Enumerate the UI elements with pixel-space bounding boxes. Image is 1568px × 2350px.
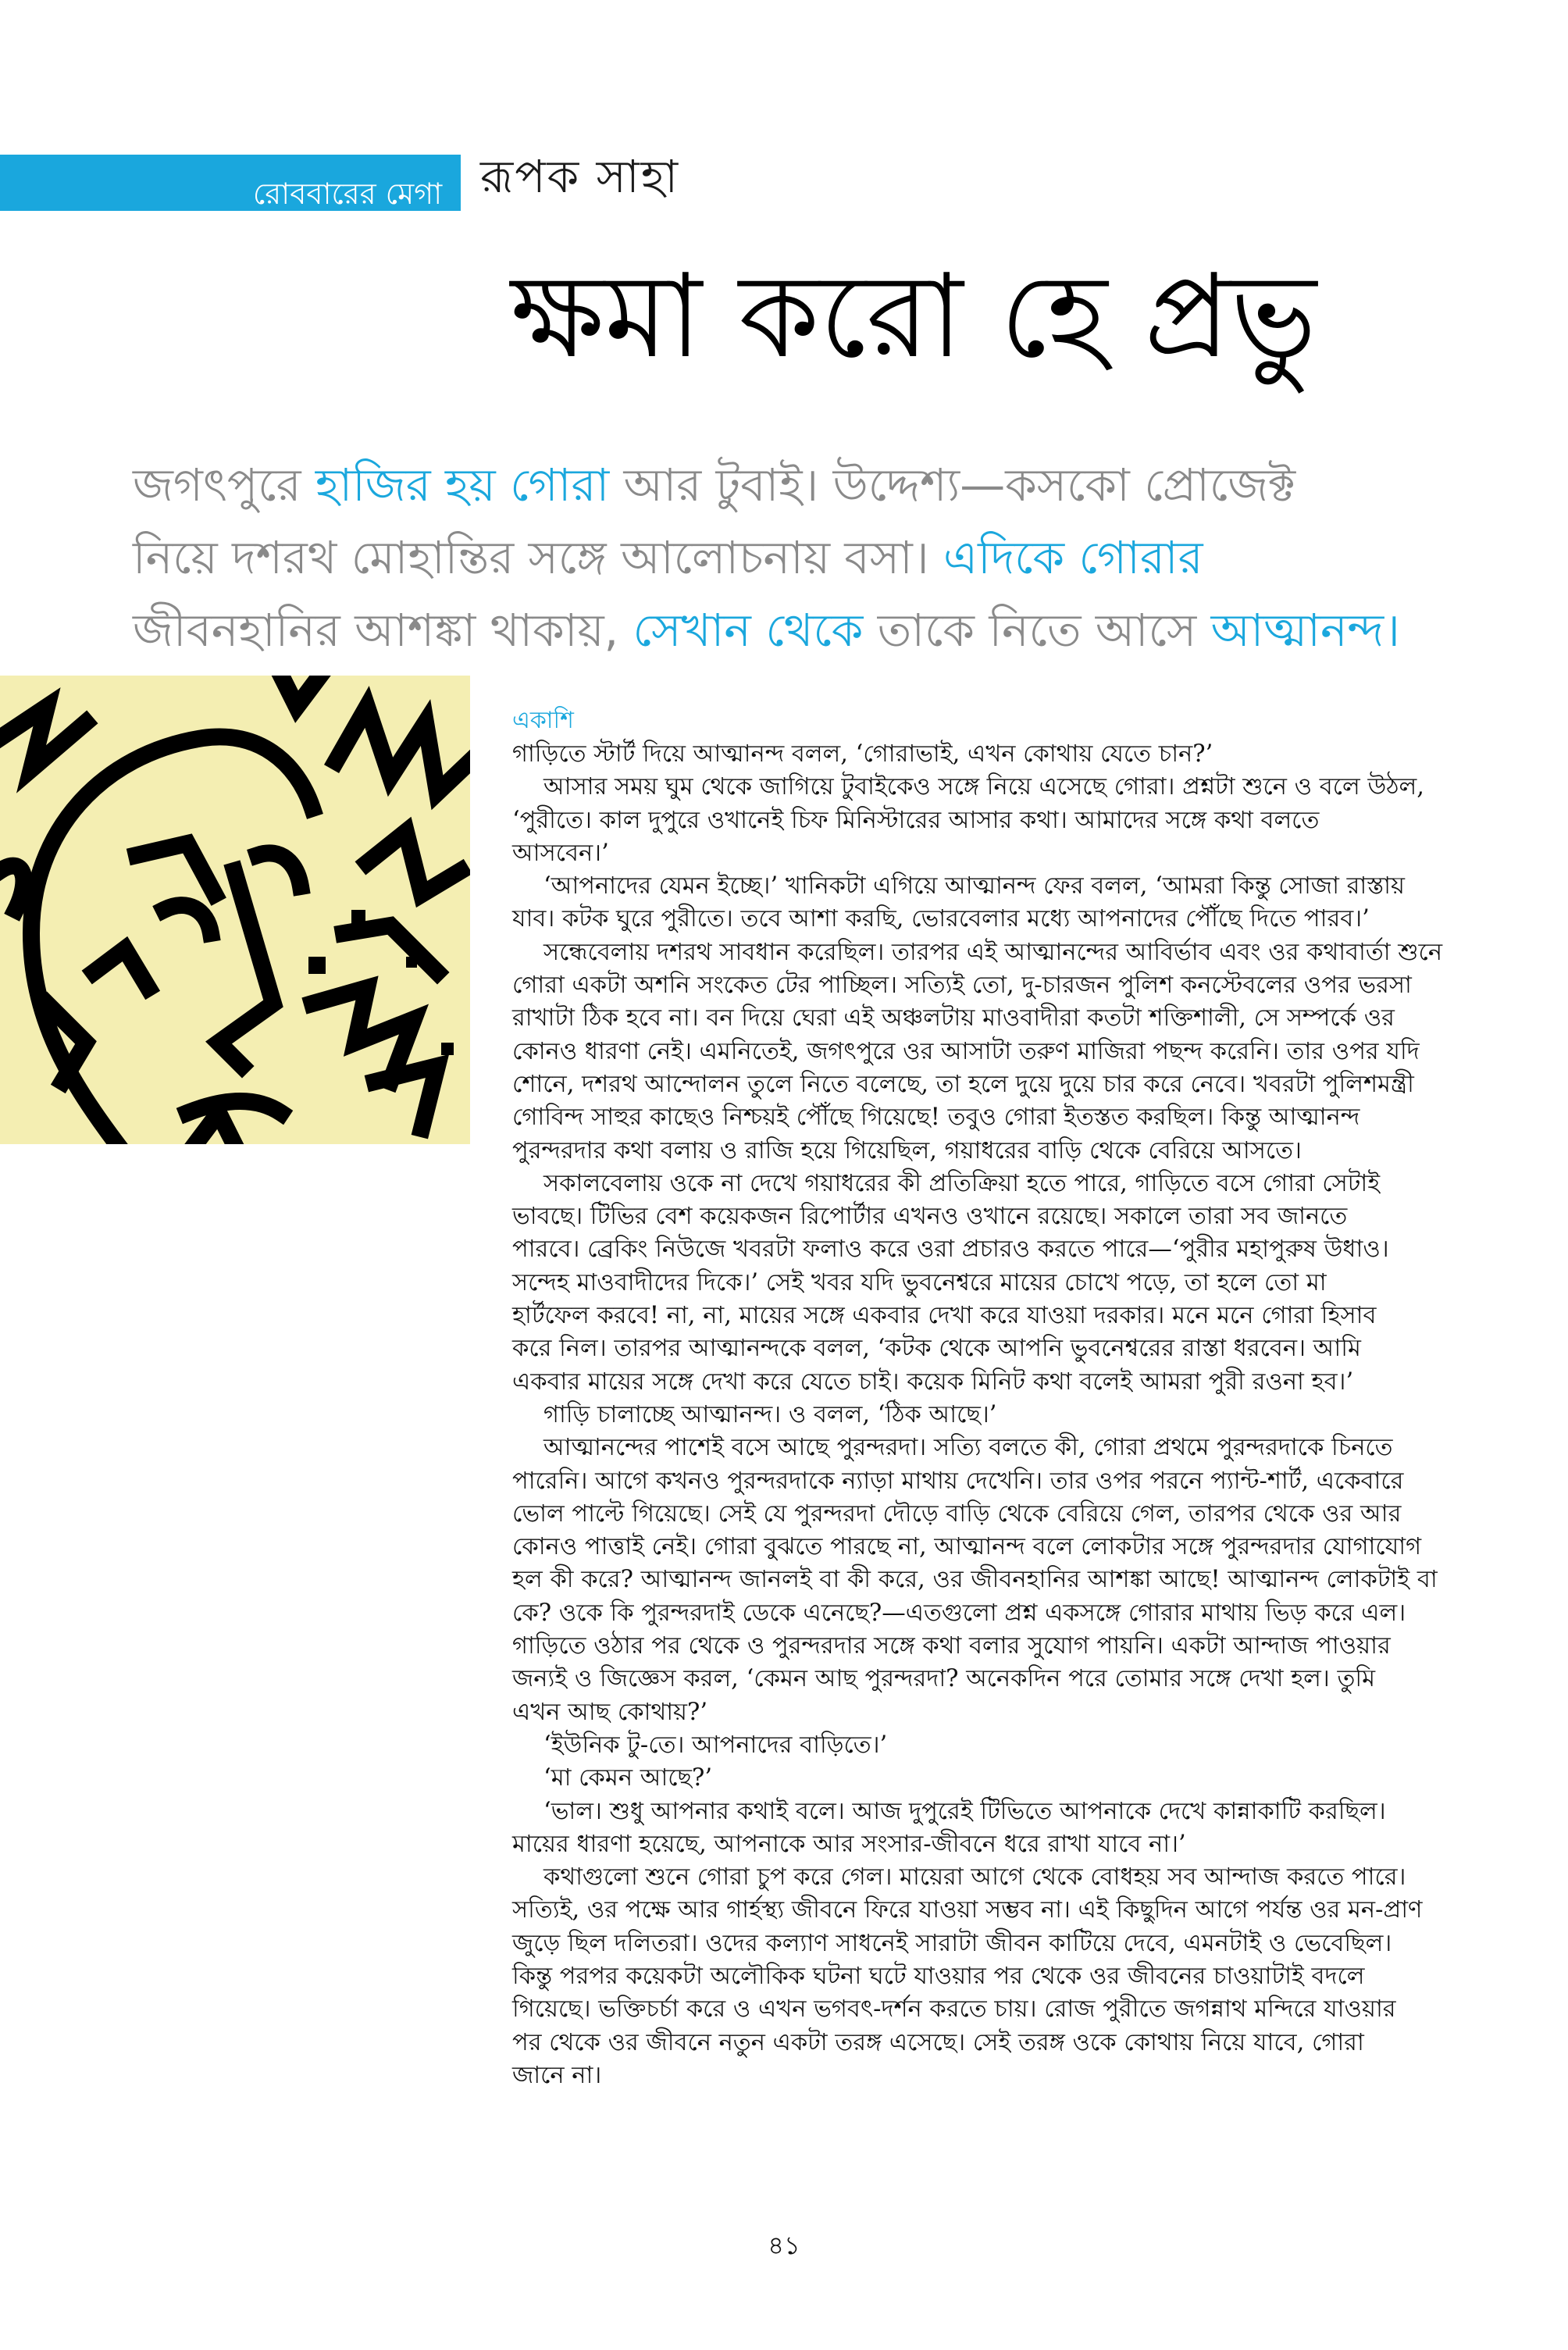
intro-text: আর টুবাই। উদ্দেশ্য—কসকো প্রোজেক্ট — [609, 458, 1296, 512]
article-line: কোনও পাত্তাই নেই। গোরা বুঝতে পারছে না, আত্মানন্দ বলে লোকটার সঙ্গে পুরন্দরদার যোগাযোগ — [512, 1533, 1422, 1561]
article-line: ভোল পাল্টে গিয়েছে। সেই যে পুরন্দরদা দৌড়ে বাড়ি থেকে বেরিয়ে গেল, তারপর থেকে ওর আর — [512, 1500, 1402, 1528]
article-line: গাড়িতে ওঠার পর থেকে ও পুরন্দরদার সঙ্গে কথা বলার সুযোগ পায়নি। একটা আন্দাজ পাওয়ার — [512, 1632, 1391, 1660]
article-line: গিয়েছে। ভক্তিচর্চা করে ও এখন ভগবৎ-দর্শন করতে চায়। রোজ পুরীতে জগন্নাথ মন্দিরে যাওয়ার — [512, 1995, 1396, 2024]
article-line: গাড়িতে স্টার্ট দিয়ে আত্মানন্দ বলল, ‘গোরাভাই, এখন কোথায় যেতে চান?’ — [512, 740, 1213, 768]
article-line: গোবিন্দ সাহুর কাছেও নিশ্চয়ই পৌঁছে গিয়েছে! তবুও গোরা ইতস্তত করছিল। কিন্তু আত্মানন্দ — [512, 1104, 1360, 1132]
article-line: ‘মা কেমন আছে?’ — [543, 1764, 713, 1792]
article-line: সন্ধেবেলায় দশরথ সাবধান করেছিল। তারপর এই আত্মানন্দের আবির্ভাব এবং ওর কথাবার্তা শুনে — [543, 938, 1443, 966]
article-line: আসার সময় ঘুম থেকে জাগিয়ে টুবাইকেও সঙ্গে নিয়ে এসেছে গোরা। প্রশ্নটা শুনে ও বলে উঠল, — [543, 773, 1424, 801]
article-line: গাড়ি চালাচ্ছে আত্মানন্দ। ও বলল, ‘ঠিক আছে।’ — [543, 1400, 997, 1428]
article-line: যাব। কটক ঘুরে পুরীতে। তবে আশা করছি, ভোরবেলার মধ্যে আপনাদের পৌঁছে দিতে পারব।’ — [512, 905, 1370, 933]
article-line: হল কী করে? আত্মানন্দ জানলই বা কী করে, ওর জীবনহানির আশঙ্কা আছে! আত্মানন্দ লোকটাই বা — [512, 1566, 1438, 1594]
article-line: এখন আছ কোথায়?’ — [512, 1698, 708, 1726]
article-line: আত্মানন্দের পাশেই বসে আছে পুরন্দরদা। সত্যি বলতে কী, গোরা প্রথমে পুরন্দরদাকে চিনতে — [543, 1434, 1393, 1462]
article-line: হার্টফেল করবে! না, না, মায়ের সঙ্গে একবার দেখা করে যাওয়া দরকার। মনে মনে গোরা হিসাব — [512, 1302, 1377, 1330]
article-line: পর থেকে ওর জীবনে নতুন একটা তরঙ্গ এসেছে। সেই তরঙ্গ ওকে কোথায় নিয়ে যাবে, গোরা — [512, 2028, 1364, 2056]
article-line: করে নিল। তারপর আত্মানন্দকে বলল, ‘কটক থেকে আপনি ভুবনেশ্বরের রাস্তা ধরবেন। আমি — [512, 1335, 1361, 1363]
intro-highlight: এদিকে গোরার — [943, 531, 1203, 584]
article-line: কে? ওকে কি পুরন্দরদাই ডেকে এনেছে?—এতগুলো প্রশ্ন একসঙ্গে গোরার মাথায় ভিড় করে এল। — [512, 1599, 1406, 1627]
article-body — [512, 738, 1443, 2092]
article-line: আসবেন।’ — [512, 839, 609, 867]
story-title: ক্ষমা করো হে প্রভু — [510, 249, 1317, 383]
comic-face-drawing-icon — [0, 676, 470, 1144]
intro-blurb — [133, 449, 1460, 667]
article-line: পারবে। ব্রেকিং নিউজে খবরটা ফলাও করে ওরা প্রচারও করতে পারে—‘পুরীর মহাপুরুষ উধাও। — [512, 1236, 1389, 1264]
article-line: পুরন্দরদার কথা বলায় ও রাজি হয়ে গিয়েছিল, গয়াধরের বাড়ি থেকে বেরিয়ে আসতে। — [512, 1136, 1302, 1164]
article-line: সত্যিই, ওর পক্ষে আর গার্হস্থ্য জীবনে ফিরে যাওয়া সম্ভব না। এই কিছুদিন আগে পর্যন্ত ওর মন-প্রাণ — [512, 1896, 1423, 1924]
article-line: সন্দেহ মাওবাদীদের দিকে।’ সেই খবর যদি ভুবনেশ্বরে মায়ের চোখে পড়ে, তা হলে তো মা — [512, 1268, 1327, 1296]
article-line: পারেনি। আগে কখনও পুরন্দরদাকে ন্যাড়া মাথায় দেখেনি। তার ওপর পরনে প্যান্ট-শার্ট, একেবারে — [512, 1467, 1404, 1495]
article-line: রাখাটা ঠিক হবে না। বন দিয়ে ঘেরা এই অঞ্চলটায় মাওবাদীরা কতটা শক্তিশালী, সে সম্পর্কে ওর — [512, 1004, 1395, 1032]
intro-line-1 — [133, 449, 1460, 522]
series-label: রোববারের মেগা — [252, 177, 443, 211]
article-line: জুড়ে ছিল দলিতরা। ওদের কল্যাণ সাধনেই সারাটা জীবন কাটিয়ে দেবে, এমনটাই ও ভেবেছিল। — [512, 1929, 1392, 1957]
article-line: ‘আপনাদের যেমন ইচ্ছে।’ খানিকটা এগিয়ে আত্মানন্দ ফের বলল, ‘আমরা কিন্তু সোজা রাস্তায় — [543, 872, 1405, 900]
intro-text: তাকে নিতে আসে — [863, 604, 1211, 657]
article-line: শোনে, দশরথ আন্দোলন তুলে নিতে বলেছে, তা হলে দুয়ে দুয়ে চার করে নেবে। খবরটা পুলিশমন্ত্রী — [512, 1070, 1414, 1098]
intro-text: নিয়ে দশরথ মোহান্তির সঙ্গে আলোচনায় বসা। — [133, 531, 944, 584]
intro-text: জগৎপুরে — [133, 458, 315, 512]
article-line: ‘পুরীতে। কাল দুপুরে ওখানেই চিফ মিনিস্টারের আসার কথা। আমাদের সঙ্গে কথা বলতে — [512, 806, 1320, 834]
intro-line-3 — [133, 594, 1460, 667]
author-name: রূপক সাহা — [480, 150, 680, 203]
intro-highlight: আত্মানন্দ। — [1210, 604, 1400, 657]
intro-text: জীবনহানির আশঙ্কা থাকায়, — [133, 604, 633, 657]
article-line: ‘ইউনিক টু-তে। আপনাদের বাড়িতে।’ — [543, 1731, 888, 1759]
page-number: ৪১ — [768, 2231, 800, 2260]
article-line: একবার মায়ের সঙ্গে দেখা করে যেতে চাই। কয়েক মিনিট কথা বলেই আমরা পুরী রওনা হব।’ — [512, 1368, 1354, 1396]
article-line: ভাবছে। টিভির বেশ কয়েকজন রিপোর্টার এখনও ওখানে রয়েছে। সকালে তারা সব জানতে — [512, 1203, 1348, 1231]
article-line: গোরা একটা অশনি সংকেত টের পাচ্ছিল। সত্যিই তো, দু-চারজন পুলিশ কনস্টেবলের ওপর ভরসা — [512, 972, 1412, 1000]
article-line: সকালবেলায় ওকে না দেখে গয়াধরের কী প্রতিক্রিয়া হতে পারে, গাড়িতে বসে গোরা সেটাই — [543, 1169, 1381, 1197]
intro-highlight: হাজির হয় গোরা — [315, 458, 610, 512]
article-line: ‘ভাল। শুধু আপনার কথাই বলে। আজ দুপুরেই টিভিতে আপনাকে দেখে কান্নাকাটি করছিল। — [543, 1797, 1386, 1825]
intro-line-2 — [133, 522, 1460, 594]
article-line: মায়ের ধারণা হয়েছে, আপনাকে আর সংসার-জীবনে ধরে রাখা যাবে না।’ — [512, 1830, 1186, 1858]
article-line: জন্যই ও জিজ্ঞেস করল, ‘কেমন আছ পুরন্দরদা? অনেকদিন পরে তোমার সঙ্গে দেখা হল। তুমি — [512, 1665, 1376, 1693]
article-line: কিন্তু পরপর কয়েকটা অলৌকিক ঘটনা ঘটে যাওয়ার পর থেকে ওর জীবনের চাওয়াটাই বদলে — [512, 1962, 1365, 1990]
article-line: জানে না। — [512, 2061, 602, 2089]
illustration-art — [0, 676, 470, 1144]
chapter-number: একাশি — [512, 707, 574, 734]
article-line: কোনও ধারণা নেই। এমনিতেই, জগৎপুরে ওর আসাটা তরুণ মাজিরা পছন্দ করেনি। তার ওপর যদি — [512, 1037, 1420, 1065]
intro-highlight: সেখান থেকে — [633, 604, 864, 657]
article-line: কথাগুলো শুনে গোরা চুপ করে গেল। মায়েরা আগে থেকে বোধহয় সব আন্দাজ করতে পারে। — [543, 1863, 1406, 1892]
